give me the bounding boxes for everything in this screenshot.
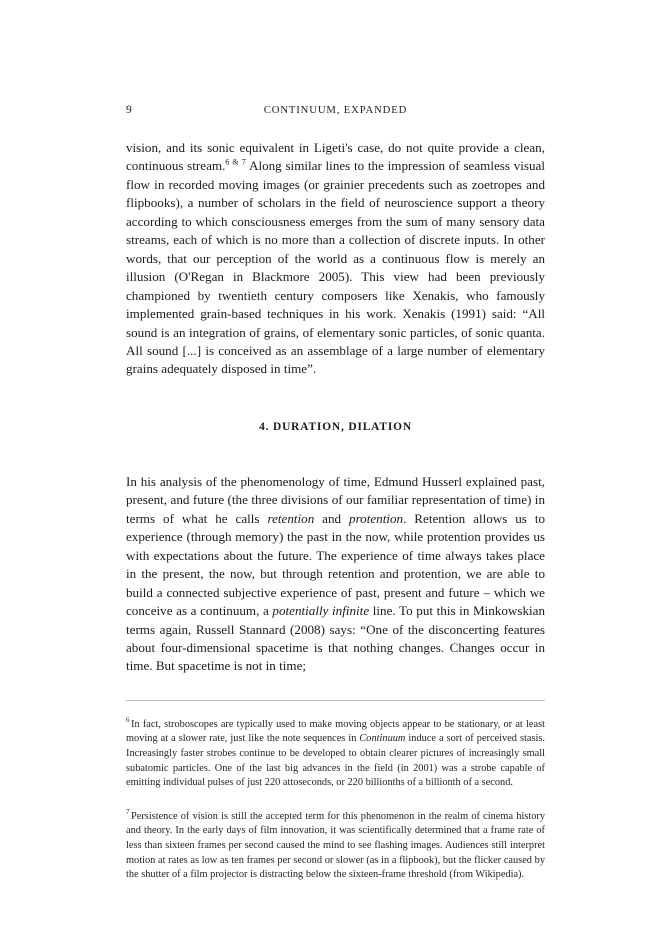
page-content-column	[126, 0, 545, 883]
footnote-7	[126, 810, 545, 883]
paragraph-2-text-d: line. To put this in Minkowskian terms again, Russell Stannard (2008) says: “One of the disconcerting features about four-dimensional spacetime is that nothing changes. Changes occur in time. But spacetime is not in time;	[126, 603, 545, 674]
footnote-7-text-a: Persistence of vision is still the accepted term for this phenomenon in the realm of cinema history and theory. In the early days of film innovation, it was scientifically determined that a frame rate of less than sixteen frames per second caused the mind to see flashing images. Audiences still interpret motion at rates as low as ten frames per second or slower (as in a flipbook), but the flicker caused by the shutter of a film projector is distracting below the sixteen-frame threshold (from Wikipedia).	[126, 810, 545, 881]
running-title: CONTINUUM, EXPANDED	[263, 104, 408, 116]
paragraph-1-text-a: vision, and its sonic equivalent in Ligeti's case, do not quite provide a clean, continuous stream.	[126, 140, 545, 174]
section-heading: 4. DURATION, DILATION	[259, 420, 412, 433]
term-retention: retention	[267, 510, 315, 526]
footnote-6-text-b: induce a sort of perceived stasis. Increasingly faster strobes continue to be developed to obtain clearer pictures of increasingly small subatomic particles. One of the last big advances in the field (in 2001) was a strobe capable of emitting individual pulses of just 220 attoseconds, or 220 billionths of a billionth of a second.	[126, 733, 545, 789]
footnote-number-7: 7	[126, 808, 130, 817]
paragraph-2-text-c: . Retention allows us to experience (through memory) the past in the now, while protention provides us with expectations about the future. The experience of time always takes place in the present, the now, but through retention and protention, we are able to build a connected subjective experience of past, present and future – which we conceive as a continuum, a	[126, 510, 546, 619]
page-number: 9	[126, 104, 132, 116]
paragraph-2-text-b: and	[314, 510, 350, 526]
footnote-area	[126, 700, 545, 883]
footnote-reference-6-7[interactable]: 6 & 7	[225, 158, 246, 168]
term-protention: protention	[349, 510, 404, 526]
footnote-number-6: 6	[126, 716, 130, 725]
footnote-6-text-a: In fact, stroboscopes are typically used to make moving objects appear to be stationary, or at least moving at a slower rate, just like the note sequences in	[126, 718, 545, 745]
footnote-6-title-continuum: Continuum	[359, 733, 406, 745]
paragraph-2	[126, 473, 545, 676]
footnote-6	[126, 718, 545, 791]
paragraph-1	[126, 139, 545, 379]
paragraph-1-text-b: Along similar lines to the impression of seamless visual flow in recorded moving images (or grainier precedents such as zoetropes and flipbooks), a number of scholars in the field of neuroscience support a theory according to which consciousness emerges from the sum of many sensory data streams, each of which is no more than a collection of discrete inputs. In other words, that our perception of the world as a continuous flow is merely an illusion (O'Regan in Blackmore 2005). This view had been previously championed by twentieth century composers like Xenakis, who famously implemented grain-based techniques in his work. Xenakis (1991) said: “All sound is an integration of grains, of elementary sonic particles, of sonic quanta. All sound [...] is conceived as an assemblage of a large number of elementary grains adequately disposed in time”.	[126, 158, 545, 377]
footnote-separator-rule	[126, 700, 545, 701]
term-potentially-infinite: potentially infinite	[272, 603, 370, 619]
running-header	[126, 104, 545, 120]
paragraph-2-text-a: In his analysis of the phenomenology of time, Edmund Husserl explained past, present, and future (the three divisions of our familiar representation of time) in terms of what he calls	[126, 473, 545, 526]
body-text	[126, 139, 545, 676]
